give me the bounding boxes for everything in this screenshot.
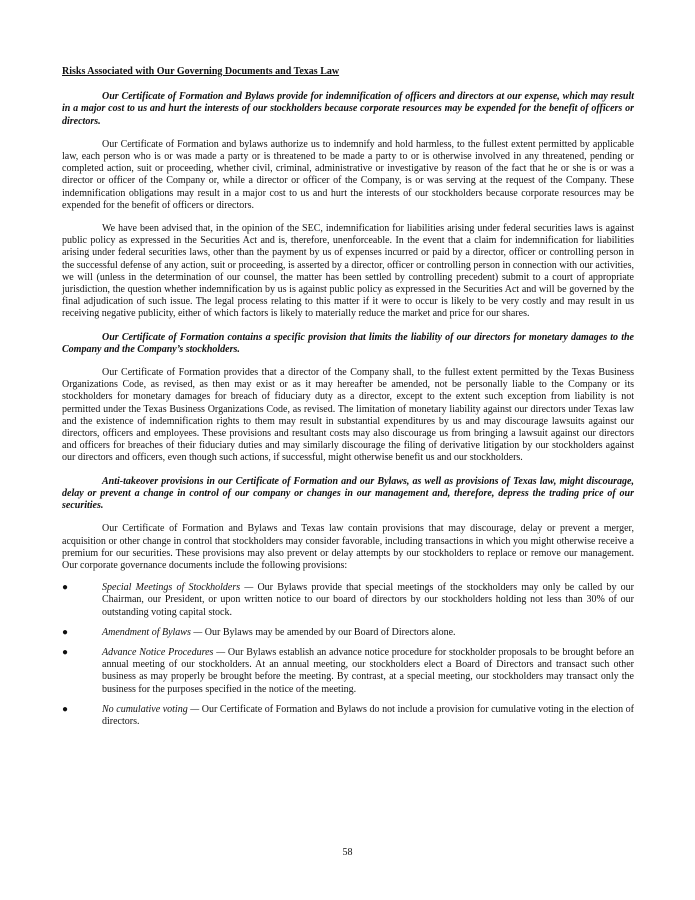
list-item-text: Our Bylaws may be amended by our Board of Directors alone.	[202, 626, 456, 638]
paragraph: Our Certificate of Formation and bylaws authorize us to indemnify and hold harmless, to the fullest extent permitted by applicable law, each person who is or was made a party or is threatened to be made a party to or is otherwise involved in any threatened, pending or completed action, suit or proceeding, whether civil, criminal, administrative or investigative by reason of the fact that he or she is or was a director or officer of the Company or, while a director or officer of the Company, is or was serving at the request of the Company. These indemnification obligations may result in a major cost to us and hurt the interests of our stockholders because corporate resources may be expended for the benefit of officers or directors.	[62, 138, 634, 211]
page-number: 58	[342, 847, 353, 858]
list-item-term: Special Meetings of Stockholders —	[102, 582, 254, 594]
paragraph: Our Certificate of Formation and Bylaws and Texas law contain provisions that may discourage, delay or prevent a merger, acquisition or other change in control that stockholders may consider favorable, including transactions in which you might otherwise receive a premium for our securities. These provisions may also prevent or delay attempts by our stockholders to replace or remove our management. Our corporate governance documents include the following provisions:	[62, 523, 634, 571]
list-item-text: Our Certificate of Formation and Bylaws do not include a provision for cumulative voting in the election of directors.	[102, 703, 635, 727]
list-item	[62, 582, 634, 619]
list-item	[62, 704, 634, 728]
list-item-term: Advance Notice Procedures —	[102, 646, 226, 658]
bullet-icon: ●	[62, 626, 69, 638]
section-title: Risks Associated with Our Governing Documents and Texas Law	[62, 66, 340, 77]
list-item-term: Amendment of Bylaws —	[102, 626, 203, 638]
list-item	[62, 627, 634, 639]
provisions-list	[62, 582, 634, 728]
risk-heading-liability-limitation: Our Certificate of Formation contains a specific provision that limits the liability of our directors for monetary damages to the Company and the Company’s stockholders.	[62, 331, 634, 355]
bullet-icon: ●	[62, 582, 69, 594]
list-item-text: Our Bylaws provide that special meetings of the stockholders may only be called by our Chairman, our President, or upon written notice to our board of directors by our stockholders holding not less than 30% of our outstanding voting capital stock.	[102, 582, 634, 618]
list-item	[62, 647, 634, 696]
document-page	[62, 66, 634, 736]
bullet-icon: ●	[62, 703, 69, 715]
list-item-text: Our Bylaws establish an advance notice procedure for stockholder proposals to be brought before an annual meeting of our stockholders. At an annual meeting, our stockholders elect a Board of Directors and transact such other business as may properly be brought before the meeting. By contrast, at a special meeting, our stockholders may transact only the business for the purposes specified in the notice of the meeting.	[102, 646, 634, 695]
risk-heading-indemnification: Our Certificate of Formation and Bylaws provide for indemnification of officers and directors at our expense, which may result in a major cost to us and hurt the interests of our stockholders because corporate resources may be expended for the benefit of officers or directors.	[62, 91, 634, 127]
paragraph: Our Certificate of Formation provides that a director of the Company shall, to the fullest extent permitted by the Texas Business Organizations Code, as revised, as then may exist or as it may hereafter be amended, not be personally liable to the Company or its stockholders for monetary damages for breach of fiduciary duty as a director, except to the extent such exception from liability is not permitted under the Texas Business Organizations Code, as revised. The limitation of monetary liability against our directors under Texas law and the existence of indemnification rights to them may result in substantial expenditures by us and may discourage lawsuits against our directors, officers and employees. These provisions and resultant costs may also discourage us from bringing a lawsuit against our directors and officers for breaches of their fiduciary duties and may similarly discourage the filing of derivative litigation by our stockholders against our directors and officers, even though such actions, if successful, might otherwise benefit us and our stockholders.	[62, 367, 634, 464]
paragraph: We have been advised that, in the opinion of the SEC, indemnification for liabilities arising under federal securities laws is against public policy as expressed in the Securities Act and is, therefore, unenforceable. In the event that a claim for indemnification for liabilities arising under federal securities laws, other than the payment by us of expenses incurred or paid by a director, officer or controlling person in the successful defense of any action, suit or proceeding, is asserted by a director, officer or controlling person in connection with our activities, we will (unless in the determination of our counsel, the matter has been settled by controlling precedent) submit to a court of appropriate jurisdiction, the question whether indemnification by us is against public policy as expressed in the Securities Act and will be governed by the final adjudication of such issue. The legal process relating to this matter if it were to occur is likely to be very costly and may result in us receiving negative publicity, either of which factors is likely to materially reduce the market and price for our shares.	[62, 223, 634, 320]
list-item-term: No cumulative voting —	[102, 703, 200, 715]
bullet-icon: ●	[62, 646, 69, 658]
risk-heading-anti-takeover: Anti-takeover provisions in our Certificate of Formation and our Bylaws, as well as provisions of Texas law, might discourage, delay or prevent a change in control of our company or changes in our management and, therefore, depress the trading price of our securities.	[62, 475, 634, 512]
